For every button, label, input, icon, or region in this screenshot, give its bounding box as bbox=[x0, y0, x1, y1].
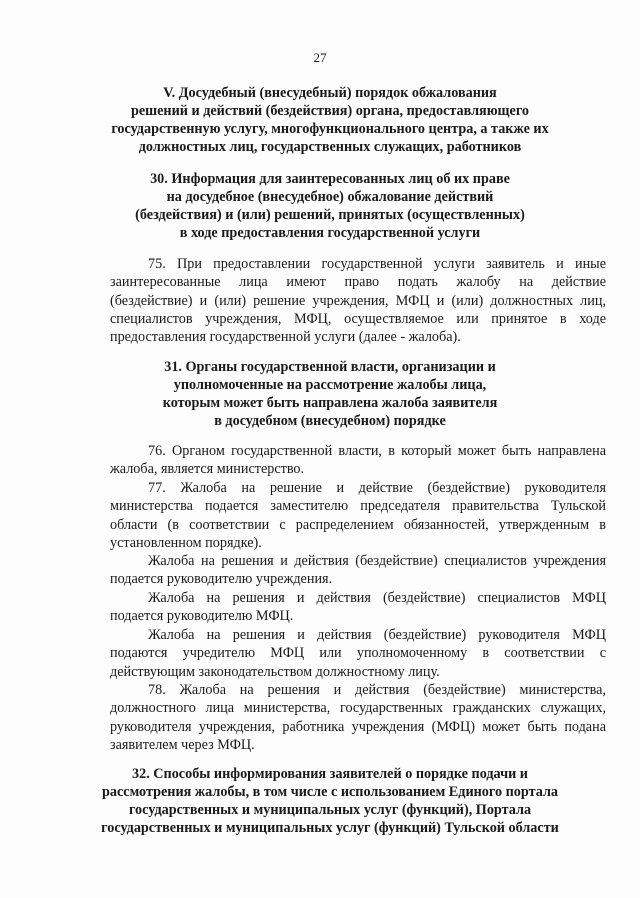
text-line: специалистов учреждения, МФЦ, осуществляемое или принятое в ходе bbox=[110, 310, 606, 327]
text-line: (бездействие) и (или) решение учреждения, МФЦ и (или) должностных лиц, bbox=[110, 292, 606, 309]
text-line: Жалоба на решения и действия (бездействие) специалистов МФЦ bbox=[148, 590, 606, 606]
paragraph-77-mfc-specialists bbox=[110, 589, 606, 626]
text-line: жалоба, является министерство. bbox=[110, 461, 305, 478]
heading-line: в ходе предоставления государственной услуги bbox=[179, 225, 481, 241]
text-line: должностного лица министерства, государственных гражданских служащих, bbox=[110, 700, 606, 717]
paragraph-77 bbox=[110, 479, 606, 552]
heading-line: государственную услугу, многофункционального центра, а также их bbox=[111, 121, 549, 137]
text-line: 75. При предоставлении государственной услуги заявитель и иные bbox=[148, 256, 606, 272]
page-number: 27 bbox=[313, 50, 327, 65]
text-line: заинтересованные лица имеют право подать жалобу на действие bbox=[110, 274, 606, 291]
paragraph-75 bbox=[110, 255, 606, 346]
text-line: действующим законодательством должностному лицу. bbox=[110, 663, 440, 680]
paragraph-77-specialists bbox=[110, 552, 606, 589]
text-line: 78. Жалоба на решения и действия (бездействие) министерства, bbox=[148, 682, 606, 698]
text-line: 76. Органом государственной власти, в который может быть направлена bbox=[148, 443, 606, 459]
heading-31 bbox=[100, 358, 560, 430]
heading-line: рассмотрения жалобы, в том числе с использованием Единого портала bbox=[101, 784, 558, 800]
heading-line: государственных и муниципальных услуг (функций), Портала bbox=[128, 802, 532, 818]
text-line: области (в соответствии с распределением обязанностей, утвержденным в bbox=[110, 516, 606, 533]
heading-line: 31. Органы государственной власти, организации и bbox=[164, 359, 496, 375]
heading-line: в досудебном (внесудебном) порядке bbox=[214, 413, 446, 429]
heading-line: которым может быть направлена жалоба заявителя bbox=[162, 395, 498, 411]
text-line: подается руководителю учреждения. bbox=[110, 571, 333, 588]
heading-line: V. Досудебный (внесудебный) порядок обжалования bbox=[163, 85, 497, 101]
paragraph-77-mfc-head bbox=[110, 626, 606, 681]
heading-line: 32. Способы информирования заявителей о порядке подачи и bbox=[132, 766, 528, 782]
heading-30 bbox=[100, 170, 560, 242]
heading-line: решений и действий (бездействия) органа, предоставляющего bbox=[130, 103, 530, 119]
heading-line: (бездействия) и (или) решений, принятых (осуществленных) bbox=[135, 207, 525, 223]
text-line: 77. Жалоба на решение и действие (бездействие) руководителя bbox=[148, 480, 606, 496]
heading-line: на досудебное (внесудебное) обжалование действий bbox=[166, 189, 494, 205]
heading-line: уполномоченные на рассмотрение жалобы лица, bbox=[173, 377, 487, 393]
text-line: министерства подается заместителю председателя правительства Тульской bbox=[110, 498, 606, 515]
section-v-heading bbox=[100, 84, 560, 156]
heading-line: государственных и муниципальных услуг (функций) Тульской области bbox=[101, 820, 559, 836]
text-line: предоставления государственной услуги (далее - жалоба). bbox=[110, 329, 461, 346]
paragraph-76 bbox=[110, 442, 606, 479]
text-line: руководителя учреждения, работника учреждения (МФЦ) может быть подана bbox=[110, 718, 606, 735]
heading-line: должностных лиц, государственных служащих, работников bbox=[138, 139, 522, 155]
heading-line: 30. Информация для заинтересованных лиц об их праве bbox=[150, 171, 510, 187]
text-line: заявителем через МФЦ. bbox=[110, 736, 255, 753]
text-line: Жалоба на решения и действия (бездействие) специалистов учреждения bbox=[148, 553, 606, 569]
text-line: подаются учредителю МФЦ или уполномоченному в соответствии с bbox=[110, 645, 606, 662]
paragraph-78 bbox=[110, 681, 606, 754]
heading-32 bbox=[95, 765, 565, 837]
text-line: Жалоба на решения и действия (бездействие) руководителя МФЦ bbox=[148, 627, 606, 643]
text-line: подается руководителю МФЦ. bbox=[110, 608, 294, 625]
text-line: установленном порядке). bbox=[110, 534, 262, 551]
